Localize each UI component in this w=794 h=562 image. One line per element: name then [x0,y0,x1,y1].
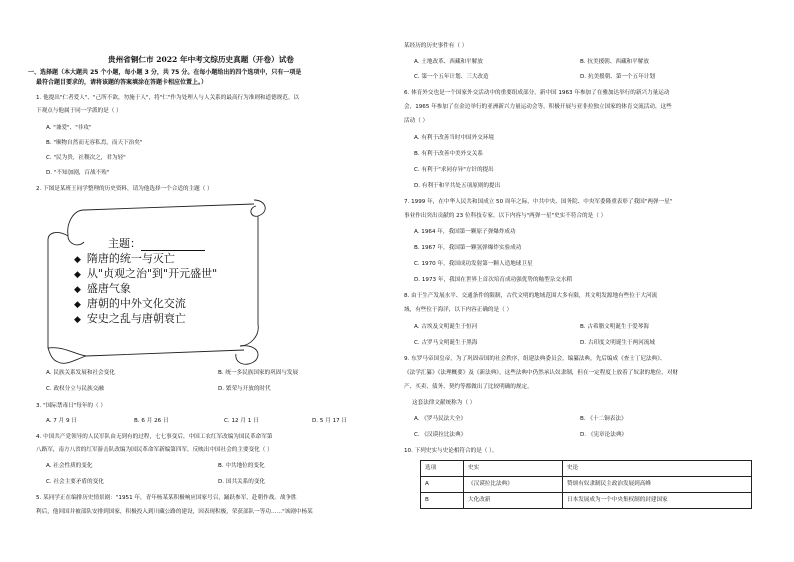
question-7-option-c[interactable]: C. 1970 年，我国成功发射第一颗人造地球卫星 [414,261,533,267]
question-7-option-a[interactable]: A. 1964 年，我国第一颗原子弹爆炸成功 [414,229,516,235]
question-6-option-b[interactable]: B. 有利于改善中美外交关系 [414,151,483,157]
topic-item: ◆ 安史之乱与唐朝衰亡 [74,312,186,325]
question-3-option-d[interactable]: D. 5 月 17 日 [312,418,348,424]
question-7-stem-line2: 事业作出突出贡献的 23 位科技专家。以下内容与"两弹一星"史实不符合的是（ ） [404,213,607,219]
topic-item: ◆ 从"贞观之治"到"开元盛世" [74,267,218,280]
question-3-stem: 3. "国际禁毒日"每年的（ ） [36,403,106,409]
table-cell: 赞颂有奴隶制民主政治发展到高峰 [563,477,752,493]
table-cell: A [421,477,464,493]
question-2-option-c[interactable]: C. 政权分立与民族交融 [46,386,104,392]
diamond-bullet-icon: ◆ [74,270,81,280]
question-8-option-c[interactable]: C. 古罗马文明诞生于黑海 [414,340,478,346]
question-5-option-a[interactable]: A. 土地改革、西藏和平解放 [414,59,483,65]
question-1-option-c[interactable]: C. "民为贵，社稷次之，君为轻" [46,155,126,161]
question-8-option-a[interactable]: A. 古埃及文明诞生于恒河 [414,324,478,330]
question-6-stem: 6. 体育外交也是一个国家外交活动中的重要组成部分，新中国 1963 年参加了在雅加达举行的新兴力量运动 [404,90,670,96]
question-8-option-b[interactable]: B. 古希腊文明诞生于爱琴海 [580,324,649,330]
diamond-bullet-icon: ◆ [74,285,81,295]
question-1-stem-line2: 下观点与他属于同一学派的是（ ） [36,108,122,114]
question-6-stem-line3: 活动（ ） [404,118,429,124]
section-heading: 一、选择题（本大题共 25 个小题，每小题 3 分，共 75 分。在每小题给出的四个选项中，只有一项是 [28,69,302,76]
question-5-stem: 5. 某同学正在编排历史情景剧："1951 年，青年杨某某积极响应国家号召，踊跃参军，赴朝作战。战争胜 [36,495,297,501]
question-6-stem-line2: 会，1965 年参加了在金边举行的亚洲新兴力量运动会等，积极开展与亚非拉独立国家的体育交流活动，这些 [404,104,672,110]
question-3-option-a[interactable]: A. 7 月 9 日 [46,418,77,424]
question-7-stem: 7. 1999 年，在中华人民共和国成立 50 周年之际，中共中央、国务院、中央军委隆重表彰了我国"两弹一星" [404,199,673,205]
question-5-option-b[interactable]: B. 抗美援朝、西藏和平解放 [580,59,649,65]
question-1-stem: 1. 他提出"仁者爱人"、"己所不欲，勿施于人"，将"仁"作为处理人与人关系的最高行为准则和道德规范。以 [36,95,300,101]
topic-item: ◆ 唐朝的中外文化交流 [74,297,186,310]
table-header-cell: 选项 [421,461,464,477]
question-5-option-d[interactable]: D. 抗美援朝、第一个五年计划 [580,74,655,80]
question-1-option-b[interactable]: B. "顺物自然而无容私焉，而天下治矣" [46,140,143,146]
question-9-stem-line2: 《法学汇纂》《法理概要》及《新法典》，这些法典中仍然承认奴隶制，但在一定程度上放着了奴隶的地位，对财 [404,370,679,376]
topic-blank [141,241,205,251]
question-9-option-a[interactable]: A. 《罗马民法大全》 [414,416,467,422]
table-header-cell: 史论 [563,461,752,477]
table-cell: 《汉谟拉比法典》 [464,477,563,493]
question-4-stem: 4. 中国共产党领导的人民军队由无到有的过程，七七事变后，中国工农红军改编为国民革命军第 [36,434,273,440]
question-3-option-c[interactable]: C. 12 月 1 日 [224,418,259,424]
question-6-option-c[interactable]: C. 有利于"求同存异"方针的提出 [414,167,494,173]
question-9-stem: 9. 东罗马帝国皇帝，为了巩固帝国的社会秩序，组建法典委员会，编纂法典，先后编成《查士丁尼法典》、 [404,356,666,362]
question-2-stem: 2. 下图是某班王同学整理的历史资料，请为他选择一个合适的主题（ ） [36,186,213,192]
question-8-stem: 8. 由于生产发展水平、交通条件的限制，古代文明的地域范围大多有限，其文明发源地有些位于大河流 [404,293,658,299]
question-5-stem-line2: 利后，他回国并被部队安排到国家，积极投入到川藏公路的建设，因表现积极，荣获部队一等功……"该剧中杨某 [36,509,313,515]
question-4-option-b[interactable]: B. 中共地位的变化 [218,463,265,469]
question-9-option-d[interactable]: D. 《宪章论法典》 [580,432,628,438]
question-6-option-d[interactable]: D. 有利于和平共处五项原则的提出 [414,183,501,189]
question-4-option-d[interactable]: D. 国共关系的变化 [218,479,266,485]
question-2-option-a[interactable]: A. 民族关系发展和社会变化 [46,370,115,376]
diamond-bullet-icon: ◆ [74,255,81,265]
question-2-option-d[interactable]: D. 繁荣与开放的时代 [218,386,271,392]
question-4-stem-line2: 八路军，南方八省的红军游击队改编为国民革命军新编第四军，反映出中国社会的主要变化（ ） [36,447,273,453]
page-title: 贵州省铜仁市 2022 年中考文综历史真题（开卷）试卷 [108,55,294,64]
question-3-option-b[interactable]: B. 6 月 26 日 [134,418,169,424]
table-cell: 日本发展成为一个中央集权制的封建国家 [563,493,752,509]
topic-item: ◆ 盛唐气象 [74,282,131,295]
question-9-option-c[interactable]: C. 《汉谟拉比法典》 [414,432,467,438]
question-6-option-a[interactable]: A. 有利于改善当时中国外交环境 [414,135,495,141]
topic-item: ◆ 隋唐的统一与灭亡 [74,252,175,265]
question-9-stem-line3: 产、买卖、债务、契约等都做出了比较明确的规定。 [404,384,533,390]
table-cell: 大化改新 [464,493,563,509]
question-7-option-d[interactable]: D. 1973 年，我国在世界上首次培育成功强优势的籼型杂交水稻 [414,277,573,283]
question-1-option-a[interactable]: A. "兼爱"、"非攻" [46,125,92,131]
question-9-stem-line4: 这套法律文献统称为（ ） [412,400,476,406]
question-2-option-b[interactable]: B. 统一多民族国家的巩固与发展 [218,370,299,376]
question-7-option-b[interactable]: B. 1967 年，我国第一颗氢弹爆炸实验成功 [414,245,522,251]
section-heading-line2: 最符合题目要求的，请将该题的答案填涂在答题卡相应位置上。） [36,79,208,86]
diamond-bullet-icon: ◆ [74,315,81,325]
table-cell: B [421,493,464,509]
question-10-table [420,460,752,509]
question-10-stem: 10. 下列史实与史论相符合的是（ ）。 [404,448,498,454]
table-row [421,477,752,493]
question-8-option-d[interactable]: D. 古印度文明诞生于两河流域 [580,340,655,346]
table-header-row [421,461,752,477]
table-row [421,493,752,509]
question-8-stem-line2: 域，有些位于海洋，以下内容正确的是（ ） [404,307,513,313]
question-5-option-c[interactable]: C. 第一个五年计划、三大改造 [414,74,489,80]
topic-title [108,238,205,251]
question-4-option-c[interactable]: C. 社会主要矛盾的变化 [46,479,104,485]
diamond-bullet-icon: ◆ [74,300,81,310]
table-header-cell: 史实 [464,461,563,477]
question-4-option-a[interactable]: A. 社会性质的变化 [46,463,93,469]
question-9-option-b[interactable]: B. 《十二铜表法》 [580,416,627,422]
question-1-option-d[interactable]: D. "不知加剧，百战不殆" [46,170,110,176]
question-5-stem-line3: 某经历的历史事件有（ ） [404,43,468,49]
topic-label: 主题： [108,237,141,250]
